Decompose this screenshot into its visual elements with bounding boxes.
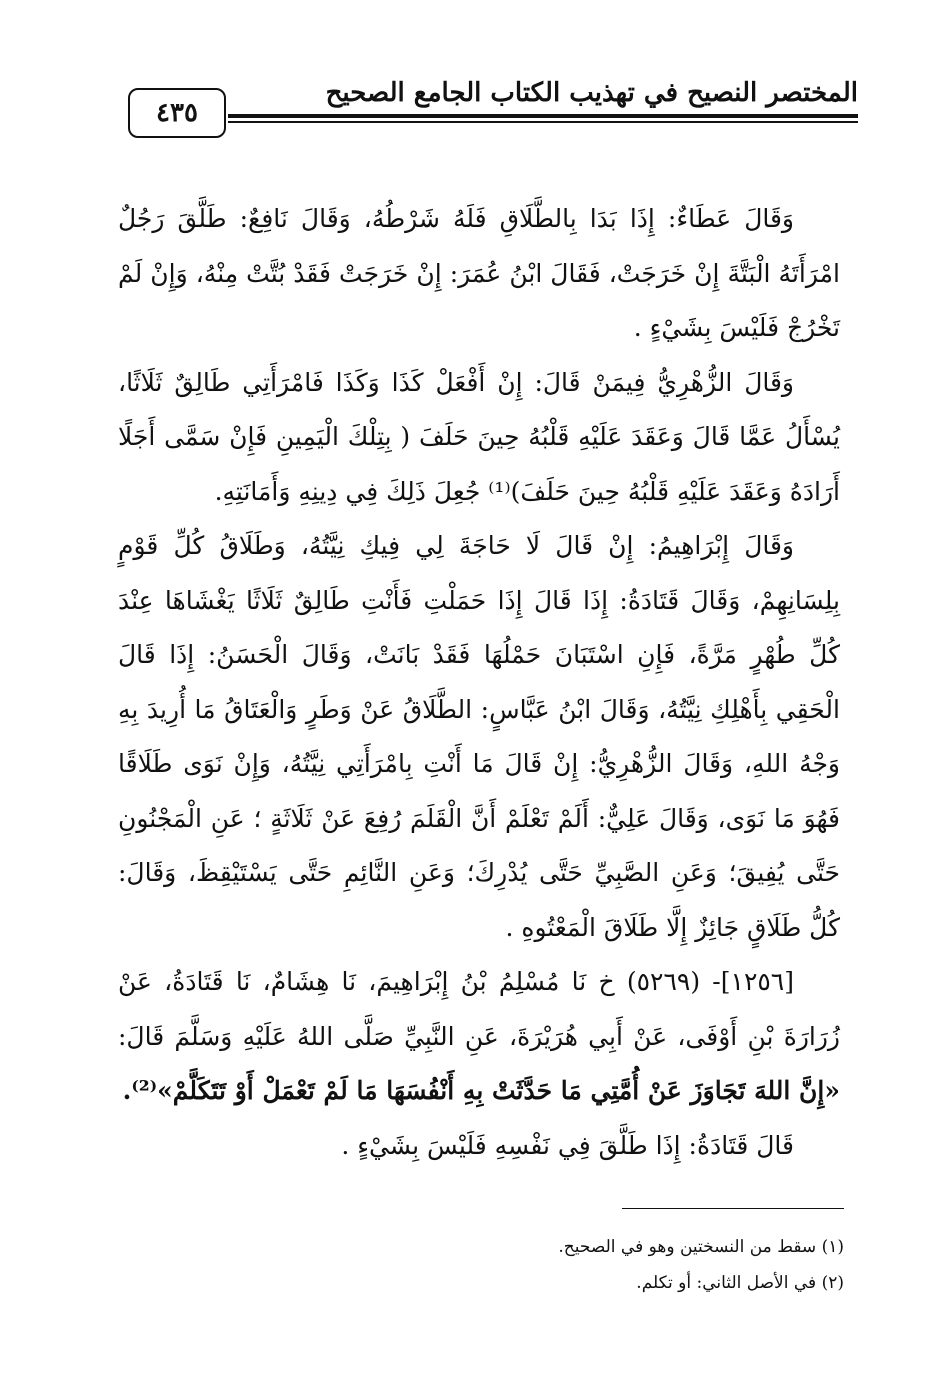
footnotes: [460, 1229, 844, 1301]
book-title: المختصر النصيح في تهذيب الكتاب الجامع الصحيح: [325, 78, 858, 108]
footnote-2: (٢) في الأصل الثاني: أو تكلم.: [636, 1273, 844, 1293]
hadith-paragraph: [118, 955, 840, 1119]
footnote-separator: [622, 1208, 844, 1209]
header-rule-thin: [228, 121, 858, 123]
hadith-matn: «إِنَّ اللهَ تَجَاوَزَ عَنْ أُمَّتِي مَا حَدَّثَتْ بِهِ أَنْفُسَهَا مَا لَمْ تَعْمَلْ أَوْ تَتَكَلَّمْ»⁽²⁾.: [122, 1076, 840, 1105]
paragraph-zuhri: وَقَالَ الزُّهْرِيُّ فِيمَنْ قَالَ: إِنْ أَفْعَلْ كَذَا وَكَذَا فَامْرَأَتِي طَالِقٌ ثَلَاثًا، يُسْأَلُ عَمَّا قَالَ وَعَقَدَ عَلَيْهِ قَلْبُهُ حِينَ حَلَفَ ( بِتِلْكَ الْيَمِينِ فَإِنْ سَمَّى أَجَلًا أَرَادَهُ وَعَقَدَ عَلَيْهِ قَلْبُهُ حِينَ حَلَفَ)⁽¹⁾ جُعِلَ ذَلِكَ فِي دِينِهِ وَأَمَانَتِهِ.: [118, 367, 840, 506]
page-number: ٤٣٥: [156, 98, 198, 128]
page-number-box: [128, 88, 226, 138]
paragraph-ibrahim: وَقَالَ إِبْرَاهِيمُ: إِنْ قَالَ لَا حَاجَةَ لِي فِيكِ نِيَّتُهُ، وَطَلَاقُ كُلِّ قَوْمٍ بِلِسَانِهِمْ، وَقَالَ قَتَادَةُ: إِذَا قَالَ إِذَا حَمَلْتِ فَأَنْتِ طَالِقٌ ثَلَاثًا يَغْشَاهَا عِنْدَ كُلِّ طُهْرٍ مَرَّةً، فَإِنِ اسْتَبَانَ حَمْلُهَا فَقَدْ بَانَتْ، وَقَالَ الْحَسَنُ: إِذَا قَالَ الْحَقِي بِأَهْلِكِ نِيَّتُهُ، وَقَالَ ابْنُ عَبَّاسٍ: الطَّلَاقُ عَنْ وَطَرٍ وَالْعَتَاقُ مَا أُرِيدَ بِهِ وَجْهُ اللهِ، وَقَالَ الزُّهْرِيُّ: إِنْ قَالَ مَا أَنْتِ بِامْرَأَتِي نِيَّتُهُ، وَإِنْ نَوَى طَلَاقًا فَهُوَ مَا نَوَى، وَقَالَ عَلِيٌّ: أَلَمْ تَعْلَمْ أَنَّ الْقَلَمَ رُفِعَ عَنْ ثَلَاثَةٍ ؛ عَنِ الْمَجْنُونِ حَتَّى يُفِيقَ؛ وَعَنِ الصَّبِيِّ حَتَّى يُدْرِكَ؛ وَعَنِ النَّائِمِ حَتَّى يَسْتَيْقِظَ، وَقَالَ: كُلُّ طَلَاقٍ جَائِزٌ إِلَّا طَلَاقَ الْمَعْتُوهِ .: [118, 531, 840, 942]
footnote-1: (١) سقط من النسختين وهو في الصحيح.: [558, 1237, 844, 1257]
paragraph-qatada: قَالَ قَتَادَةُ: إِذَا طَلَّقَ فِي نَفْسِهِ فَلَيْسَ بِشَيْءٍ .: [341, 1130, 794, 1160]
main-text: [118, 192, 840, 1173]
paragraph-ata: وَقَالَ عَطَاءٌ: إِذَا بَدَا بِالطَّلَاقِ فَلَهُ شَرْطُهُ، وَقَالَ نَافِعٌ: طَلَّقَ رَجُلٌ امْرَأَتَهُ الْبَتَّةَ إِنْ خَرَجَتْ، فَقَالَ ابْنُ عُمَرَ: إِنْ خَرَجَتْ فَقَدْ بُتَّتْ مِنْهُ، وَإِنْ لَمْ تَخْرُجْ فَلَيْسَ بِشَيْءٍ .: [118, 204, 840, 342]
hadith-isnad: [١٢٥٦]- (٥٢٦٩) خ نَا مُسْلِمُ بْنُ إِبْرَاهِيمَ، نَا هِشَامٌ، نَا قَتَادَةُ، عَنْ زُرَارَةَ بْنِ أَوْفَى، عَنْ أَبِي هُرَيْرَةَ، عَنِ النَّبِيِّ صَلَّى اللهُ عَلَيْهِ وَسَلَّمَ قَالَ:: [118, 967, 840, 1051]
running-header: [128, 78, 858, 148]
header-rule-thick: [228, 114, 858, 118]
